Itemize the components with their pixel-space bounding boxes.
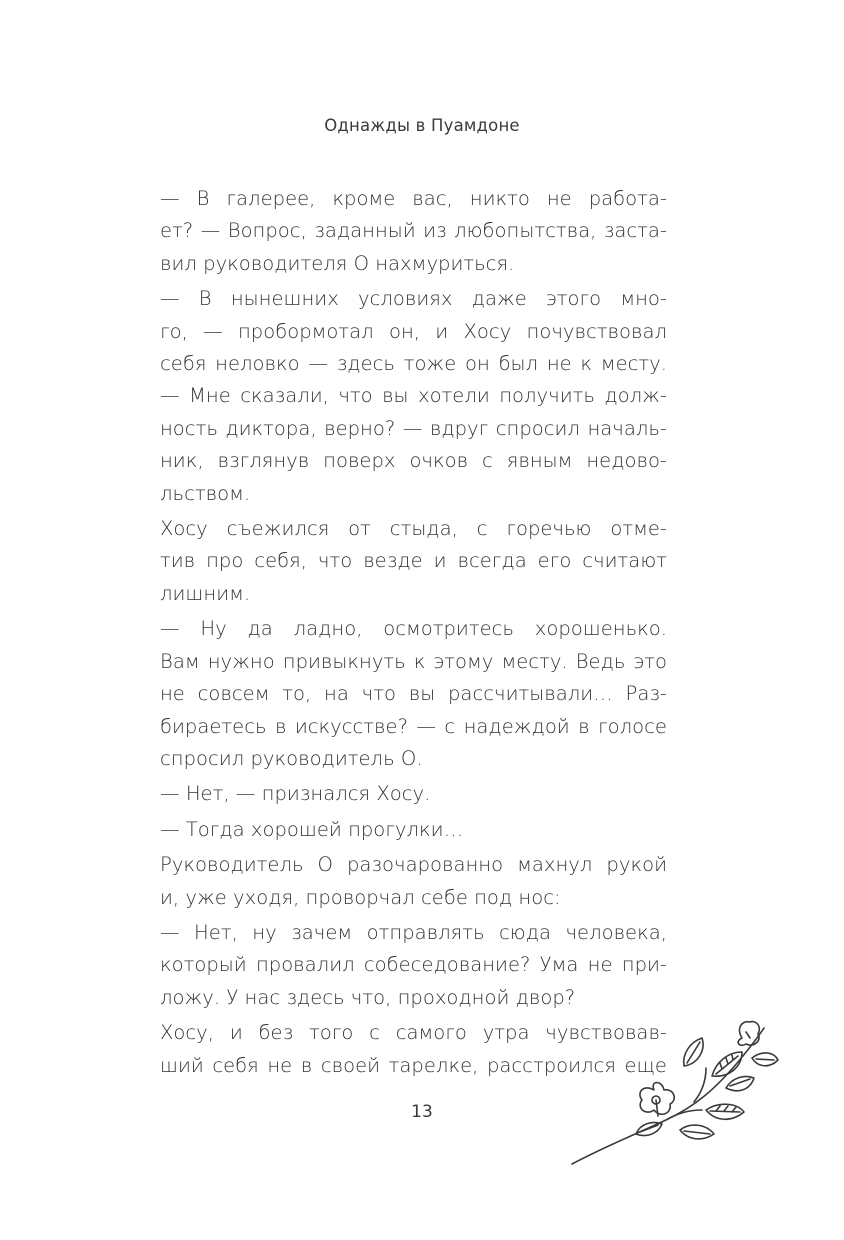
text-line: лишним.	[160, 581, 251, 605]
text-line: льством.	[160, 481, 251, 505]
flower-icon	[640, 1083, 674, 1117]
text-line: Хосу, и без того с самого утра чувствовав-	[160, 1021, 667, 1045]
paragraph	[130, 613, 667, 775]
text-line: себя неловко — здесь тоже он был не к месту.	[160, 352, 667, 376]
paragraph	[130, 849, 667, 914]
page-number: 13	[411, 1102, 433, 1122]
body-text	[130, 183, 667, 1085]
paragraph	[130, 283, 667, 510]
leaf-icon	[684, 1038, 703, 1066]
text-line: ший себя не в своей тарелке, расстроился еще	[160, 1053, 667, 1077]
running-head: Однажды в Пуамдоне	[324, 116, 520, 135]
text-line: ложу. У нас здесь что, проходной двор?	[160, 985, 576, 1009]
paragraph	[130, 183, 667, 280]
paragraph	[130, 917, 667, 1014]
text-line: Руководитель О разочарованно махнул рукой	[160, 853, 667, 877]
text-line: — Тогда хорошей прогулки…	[160, 817, 464, 841]
branch-stem	[572, 1028, 764, 1164]
text-line: и, уже уходя, проворчал себе под нос:	[160, 885, 561, 909]
text-line: Хосу съежился от стыда, с горечью отме-	[160, 517, 667, 541]
text-line: го, — пробормотал он, и Хосу почувствовал	[160, 319, 667, 343]
text-line: который провалил собеседование? Ума не при-	[160, 953, 667, 977]
text-line: спросил руководитель О.	[160, 746, 423, 770]
leaf-icon	[752, 1053, 778, 1066]
paragraph	[130, 778, 667, 810]
text-line: — Нет, — признался Хосу.	[160, 782, 431, 806]
text-line: тив про себя, что везде и всегда его считают	[160, 549, 667, 573]
text-line: — В галерее, кроме вас, никто не работа-	[160, 187, 667, 210]
paragraph	[130, 814, 667, 846]
text-line: — Ну да ладно, осмотритесь хорошенько.	[160, 617, 667, 641]
text-line: — В нынешних условиях даже этого мно-	[160, 287, 667, 311]
flowering-branch-illustration	[566, 1018, 786, 1168]
text-line: не совсем то, на что вы рассчитывали… Раз-	[160, 682, 667, 706]
leaf-icon	[706, 1104, 744, 1119]
text-line: ность диктора, верно? — вдруг спросил началь-	[160, 416, 667, 440]
branch-twig	[666, 1110, 702, 1120]
text-line: Вам нужно привыкнуть к этому месту. Ведь это	[160, 649, 667, 673]
paragraph	[130, 513, 667, 610]
text-line: — Мне сказали, что вы хотели получить долж-	[160, 384, 667, 408]
text-line: ник, взглянув поверх очков с явным недово-	[160, 449, 667, 473]
leaf-icon	[636, 1122, 662, 1135]
text-line: — Нет, ну зачем отправлять сюда человека,	[160, 920, 667, 944]
text-line: вил руководителя О нахмуриться.	[160, 251, 515, 275]
leaf-icon	[726, 1076, 754, 1090]
text-line: ет? — Вопрос, заданный из любопытства, заста-	[160, 219, 667, 243]
leaf-icon	[712, 1052, 742, 1076]
text-line: бираетесь в искусстве? — с надеждой в голосе	[160, 714, 667, 738]
flower-bud-icon	[738, 1022, 759, 1046]
leaf-icon	[680, 1125, 714, 1139]
